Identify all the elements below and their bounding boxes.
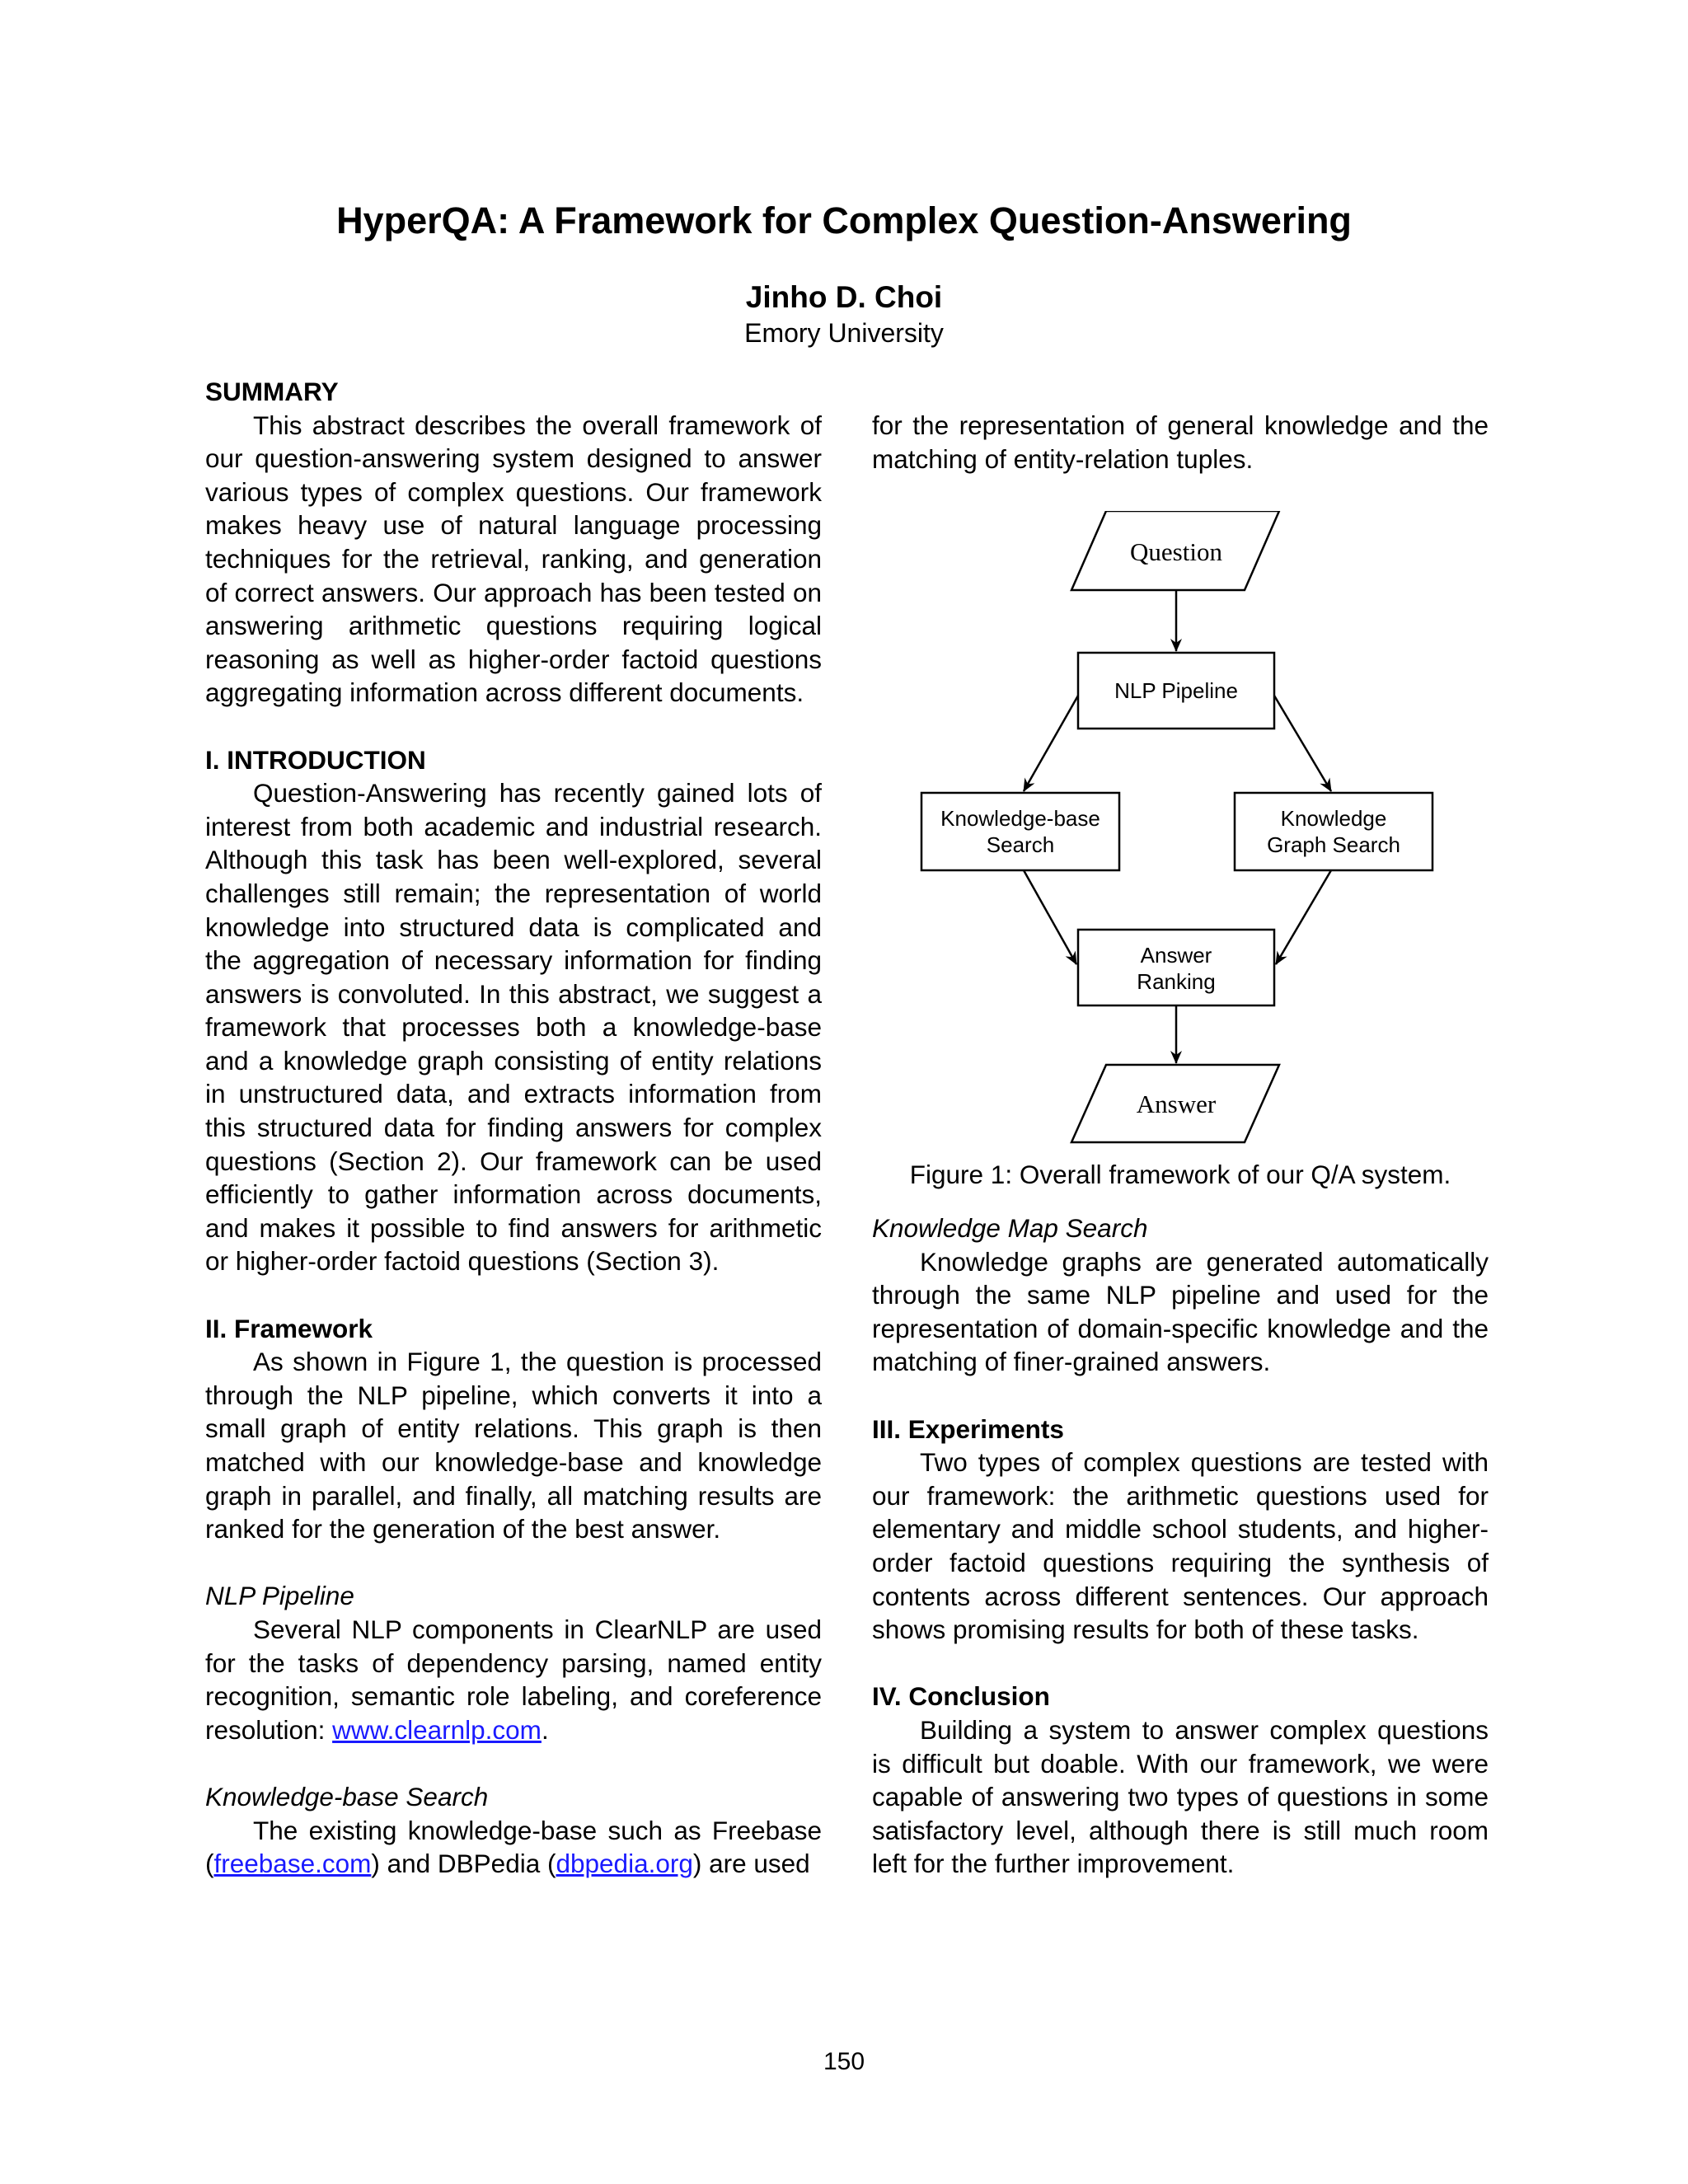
right-column-top	[872, 409, 1489, 476]
arrow-kb-to-ranking	[1024, 870, 1076, 964]
introduction-heading: I. INTRODUCTION	[205, 744, 426, 775]
freebase-link[interactable]: freebase.com	[213, 1849, 372, 1879]
nlp-pipeline-heading: NLP Pipeline	[205, 1581, 354, 1611]
paper-title: HyperQA: A Framework for Complex Question-Answering	[336, 199, 1352, 241]
nlp-pipeline-text: Several NLP components in ClearNLP are used for the tasks of dependency parsing, named entity recognition, semantic role labeling, and coreference resolution: www.clearnlp.com.	[205, 1614, 822, 1745]
km-search-heading: Knowledge Map Search	[872, 1213, 1148, 1243]
introduction-text: Question-Answering has recently gained lots of interest from both academic and industrial research. Although this task has been well-explored, several challenges still remain; the representation of world knowledge into structured data is complicated and the aggregation of necessary information for finding answers is convoluted. In this abstract, we suggest a framework that processes both a knowledge-base and a knowledge graph consisting of entity relations in unstructured data, and extracts information from this structured data for finding answers for complex questions (Section 2). Our framework can be used efficiently to gather information across documents, and makes it possible to find answers for arithmetic or higher-order factoid questions (Section 3).	[205, 778, 822, 1277]
kg-search-label-line1: Knowledge	[1280, 806, 1387, 831]
framework-text: As shown in Figure 1, the question is processed through the NLP pipeline, which converts it into a small graph of entity relations. This graph is then matched with our knowledge-base and knowledge graph in parallel, and finally, all matching results are ranked for the generation of the best answer.	[205, 1347, 822, 1544]
experiments-text: Two types of complex questions are tested with our framework: the arithmetic questions used for elementary and middle school students, and higher-order factoid questions requiring the synthesis of contents across different sentences. Our approach shows promising results for both of these tasks.	[872, 1447, 1489, 1645]
kb-search-label-line2: Search	[986, 832, 1055, 857]
answer-ranking-label-line1: Answer	[1140, 943, 1212, 968]
arrow-kg-to-ranking	[1276, 870, 1331, 964]
kg-search-label-line2: Graph Search	[1267, 832, 1400, 857]
answer-ranking-label-line2: Ranking	[1137, 969, 1216, 994]
conclusion-heading: IV. Conclusion	[872, 1681, 1050, 1712]
summary-text: This abstract describes the overall framework of our question-answering system designed to answer various types of complex questions. Our framework makes heavy use of natural language processing techniques for the retrieval, ranking, and generation of correct answers. Our approach has been tested on answering arithmetic questions requiring logical reasoning as well as higher-order factoid questions aggregating information across different documents.	[205, 410, 822, 708]
framework-figure	[915, 511, 1451, 1162]
dbpedia-link[interactable]: dbpedia.org	[556, 1849, 693, 1879]
author-name: Jinho D. Choi	[745, 280, 943, 314]
nlp-pipeline-label: NLP Pipeline	[1114, 678, 1238, 703]
kb-search-text-start: The existing knowledge-base such as Freebase (freebase.com) and DBPedia (dbpedia.org) are used	[205, 1815, 822, 1879]
page-number: 150	[823, 2048, 865, 2075]
framework-heading: II. Framework	[205, 1313, 373, 1343]
question-label: Question	[1130, 537, 1222, 566]
km-search-text: Knowledge graphs are generated automatically through the same NLP pipeline and used for the representation of domain-specific knowledge and the matching of finer-grained answers.	[872, 1246, 1489, 1377]
kb-search-box	[921, 793, 1119, 870]
summary-heading: SUMMARY	[205, 377, 339, 406]
arrow-nlp-to-kb	[1024, 696, 1078, 791]
answer-ranking-box	[1078, 930, 1274, 1005]
author-affiliation: Emory University	[744, 318, 944, 348]
arrow-nlp-to-kg	[1274, 696, 1331, 791]
figure-caption: Figure 1: Overall framework of our Q/A system.	[909, 1160, 1451, 1189]
kg-search-box	[1235, 793, 1432, 870]
kb-search-heading: Knowledge-base Search	[205, 1781, 489, 1811]
right-column-bottom	[872, 1212, 1489, 1881]
answer-label: Answer	[1136, 1090, 1217, 1118]
clearnlp-link[interactable]: www.clearnlp.com	[332, 1714, 542, 1745]
kb-search-label-line1: Knowledge-base	[940, 806, 1100, 831]
left-column	[205, 375, 822, 1881]
experiments-heading: III. Experiments	[872, 1413, 1064, 1444]
conclusion-text: Building a system to answer complex questions is difficult but doable. With our framework, we were capable of answering two types of questions in some satisfactory level, although there is still much room left for the further improvement.	[872, 1714, 1489, 1879]
kb-search-text-continued: for the representation of general knowledge and the matching of entity-relation tuples.	[872, 410, 1489, 474]
